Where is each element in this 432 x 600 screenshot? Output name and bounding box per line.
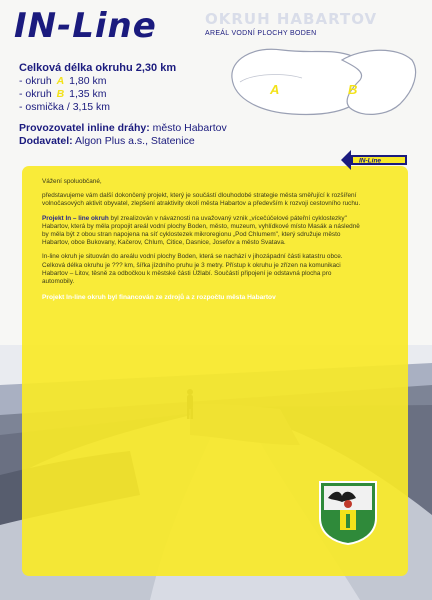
town-crest-icon (318, 480, 378, 546)
length-row: - okruh B 1,35 km (19, 88, 107, 100)
track-map-icon (222, 38, 422, 122)
paragraph-location: In-line okruh je situován do areálu vodní plochy Boden, která se nachází v jihozápadní části katastru obce. Celková délka okruhu je ??? km, šířka jízdního pruhu je 3 metry. Přístup k okruhu je zřízen na komunikaci Habartov – Litov, těsně za odbočkou k městské části Úžlabí. Součástí připojení je odstavná plocha pro automobily. (42, 253, 343, 286)
paragraph-project: Projekt In – line okruh byl zrealizován v návaznosti na uvažovaný vznik „vícečúčelové páteřní cyklostezky" Habartov, která by měla propojit areál vodní plochy Boden, město, muzeum, vyhlídkové místo Masák a následně by měla být z obou stran napojena na síť cyklostezek mikroregionu „Pod Chlumem", který sdružuje město Habartov, obce Bukovany, Kačerov, Chlum, Citice, Dasnice, Josefov a město Svatava. (42, 214, 360, 247)
length-info (19, 62, 176, 114)
panel-text (42, 178, 362, 308)
inline-arrow-tag (339, 148, 409, 172)
operator-info (19, 122, 227, 148)
operator-line: Provozovatel inline dráhy: město Habartov (19, 122, 227, 134)
length-title: Celková délka okruhu 2,30 km (19, 62, 177, 74)
okruh-title: OKRUH HABARTOV (205, 10, 378, 28)
map-label-b: B (348, 82, 358, 97)
funding-note: Projekt In-line okruh byl financován ze zdrojů a z rozpočtu města Habartov (42, 294, 276, 302)
letter-a: A (56, 75, 65, 87)
areal-subtitle: AREÁL VODNÍ PLOCHY BODEN (205, 30, 317, 37)
paragraph-intro: představujeme vám další dokončený projekt, který je součástí dlouhodobé strategie města směřující k rozšíření volnočasových aktivit obyvatel, zlepšení atraktivity okolí města Habartov a především k rozvoji cestovního ruchu. (42, 192, 361, 208)
brand-title: IN-Line (14, 6, 157, 46)
length-row: - okruh A 1,80 km (19, 75, 107, 87)
tag-label: IN-Line (359, 157, 382, 165)
length-row: - osmička / 3,15 km (19, 101, 111, 113)
greeting: Vážení spoluobčané, (42, 178, 102, 185)
letter-b: B (56, 88, 65, 100)
supplier-line: Dodavatel: Algon Plus a.s., Statenice (19, 135, 195, 147)
map-label-a: A (270, 82, 280, 97)
